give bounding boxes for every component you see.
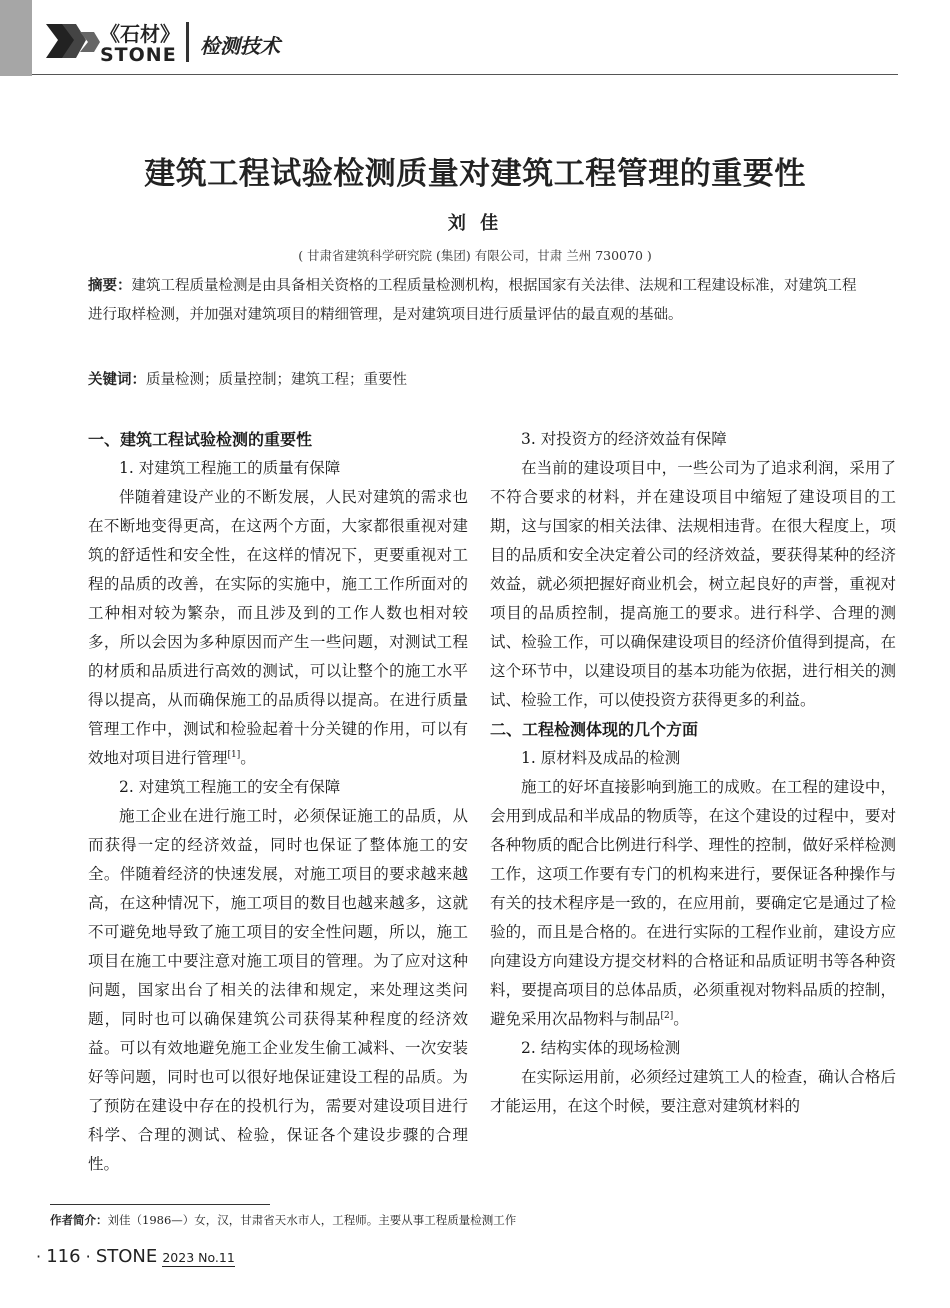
left-column: [88, 425, 468, 1179]
header-separator: [186, 22, 189, 62]
author-affiliation: ( 甘肃省建筑科学研究院 (集团) 有限公司，甘肃 兰州 730070 ): [298, 248, 652, 263]
logo-chinese-text: 《石材》: [100, 22, 180, 46]
article-title: 建筑工程试验检测质量对建筑工程管理的重要性: [144, 156, 806, 192]
abstract-text: 建筑工程质量检测是由具备相关资格的工程质量检测机构，根据国家有关法律、法规和工程建设标准，对建筑工程进行取样检测，并加强对建筑项目的精细管理，是对建筑项目进行质量评估的最直观的基础。: [88, 278, 857, 323]
keywords-text: 质量检测；质量控制；建筑工程；重要性: [146, 372, 407, 388]
keywords-label: 关键词：: [88, 372, 146, 388]
logo-english-text: STONE: [100, 44, 177, 66]
abstract: [88, 272, 868, 329]
citation-ref[interactable]: [1]: [227, 749, 241, 760]
subsection-heading-1-1: 1. 对建筑工程施工的质量有保障: [119, 459, 341, 477]
keywords: [88, 366, 868, 395]
page-number: 116: [46, 1246, 81, 1267]
paragraph-1-1: [88, 483, 468, 773]
section-name: 检测技术: [200, 34, 280, 58]
subsection-heading-1-3: 3. 对投资方的经济效益有保障: [521, 430, 727, 448]
paragraph-2-1: [490, 773, 896, 1034]
footer-dot: ·: [36, 1247, 42, 1266]
article-author: 刘 佳: [447, 213, 503, 234]
footnote-text: 刘佳（1986—）女，汉，甘肃省天水市人，工程师。主要从事工程质量检测工作: [107, 1213, 517, 1227]
paragraph-2-2: 在实际运用前，必须经过建筑工人的检查，确认合格后才能运用，在这个时候，要注意对建筑材料的: [490, 1068, 896, 1115]
paragraph-1-2: 施工企业在进行施工时，必须保证施工的品质，从而获得一定的经济效益，同时也保证了整体施工的安全。伴随着经济的快速发展，对施工项目的要求越来越高，在这种情况下，施工项目的数目也越来越多，这就不可避免地导致了施工项目的安全性问题，所以，施工项目在施工中要注意对施工项目的管理。为了应对这种问题，国家出台了相关的法律和规定，来处理这类问题，同时也可以确保建筑公司获得某种程度的经济效益。可以有效地避免施工企业发生偷工减料、一次安装好等问题，同时也可以很好地保证建设工程的品质。为了预防在建设中存在的投机行为，需要对建设项目进行科学、合理的测试、检验，保证各个建设步骤的合理性。: [88, 807, 468, 1173]
abstract-label: 摘要：: [88, 278, 132, 294]
subsection-heading-1-2: 2. 对建筑工程施工的安全有保障: [119, 778, 341, 796]
header-rule: [32, 74, 898, 75]
author-footnote: [50, 1212, 516, 1228]
right-column: [490, 425, 896, 1121]
citation-ref[interactable]: [2]: [660, 1010, 674, 1021]
paragraph-end: 。: [673, 1010, 689, 1028]
subsection-heading-2-1: 1. 原材料及成品的检测: [521, 749, 681, 767]
section-heading-2: 二、工程检测体现的几个方面: [490, 720, 699, 739]
footer-dot: ·: [85, 1247, 91, 1266]
footer-brand: STONE: [95, 1246, 158, 1267]
page-footer: [36, 1246, 235, 1267]
paragraph-text: 伴随着建设产业的不断发展，人民对建筑的需求也在不断地变得更高，在这两个方面，大家都很重视对建筑的舒适性和安全性，在这样的情况下，更要重视对工程的品质的改善，在实际的实施中，施工工作所面对的工种相对较为繁杂，而且涉及到的工作人数也相对较多，所以会因为多种原因而产生一些问题，对测试工程的材质和品质进行高效的测试，可以让整个的施工水平得以提高，从而确保施工的品质得以提高。在进行质量管理工作中，测试和检验起着十分关键的作用，可以有效地对项目进行管理: [88, 488, 468, 767]
subsection-heading-2-2: 2. 结构实体的现场检测: [521, 1039, 681, 1057]
page-header: [0, 0, 950, 76]
footnote-rule: [50, 1204, 270, 1205]
paragraph-end: 。: [240, 749, 256, 767]
footnote-label: 作者简介：: [50, 1213, 108, 1227]
paragraph-1-3: 在当前的建设项目中，一些公司为了追求利润，采用了不符合要求的材料，并在建设项目中缩短了建设项目的工期，这与国家的相关法律、法规相违背。在很大程度上，项目的品质和安全决定着公司的经济效益，要获得某种的经济效益，就必须把握好商业机会，树立起良好的声誉，重视对项目的品质控制，提高施工的要求。进行科学、合理的测试、检验工作，可以确保建设项目的经济价值得到提高，在这个环节中，以建设项目的基本功能为依据，进行相关的测试、检验工作，可以使投资方获得更多的利益。: [490, 459, 896, 709]
issue-number: 2023 No.11: [162, 1250, 235, 1265]
header-gray-tab: [0, 0, 32, 76]
section-heading-1: 一、建筑工程试验检测的重要性: [88, 430, 313, 449]
paragraph-text: 施工的好坏直接影响到施工的成败。在工程的建设中，会用到成品和半成品的物质等，在这个建设的过程中，要对各种物质的配合比例进行科学、理性的控制，做好采样检测工作，这项工作要有专门的机构来进行，要保证各种操作与有关的技术程序是一致的，在应用前，要确定它是通过了检验的，而且是合格的。在进行实际的工程作业前，建设方应向建设方向建设方提交材料的合格证和品质证明书等各种资料，要提高项目的总体品质，必须重视对物料品质的控制，避免采用次品物料与制品: [490, 778, 896, 1028]
